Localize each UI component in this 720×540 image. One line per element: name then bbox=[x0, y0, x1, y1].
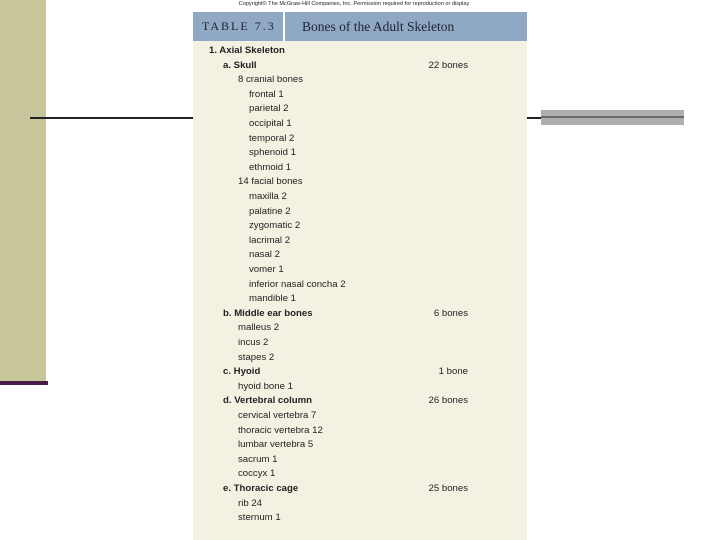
table-row bbox=[193, 336, 527, 350]
table-title: Bones of the Adult Skeleton bbox=[302, 18, 455, 34]
table-row bbox=[193, 190, 527, 204]
row-label: 1. Axial Skeleton bbox=[209, 45, 285, 56]
row-label: lumbar vertebra 5 bbox=[238, 439, 314, 451]
table-row bbox=[193, 424, 527, 438]
row-bone-count: 22 bones bbox=[428, 59, 468, 71]
row-label: a. Skull bbox=[223, 59, 257, 71]
row-label: inferior nasal concha 2 bbox=[249, 278, 346, 290]
row-label: e. Thoracic cage bbox=[223, 483, 299, 494]
row-label: rib 24 bbox=[238, 497, 262, 509]
table-row bbox=[193, 467, 527, 481]
table-row bbox=[193, 205, 527, 219]
table-row bbox=[193, 132, 527, 146]
row-label: thoracic vertebra 12 bbox=[238, 424, 323, 436]
table-row bbox=[193, 292, 527, 306]
row-label: occipital 1 bbox=[249, 118, 292, 129]
table-row bbox=[193, 482, 527, 496]
table-row bbox=[193, 44, 527, 58]
row-label: lacrimal 2 bbox=[249, 234, 291, 246]
row-label: stapes 2 bbox=[238, 351, 275, 363]
table-row bbox=[193, 351, 527, 365]
table-row bbox=[193, 219, 527, 233]
row-label: zygomatic 2 bbox=[249, 220, 301, 232]
row-label: c. Hyoid bbox=[223, 366, 261, 378]
table-row bbox=[193, 438, 527, 452]
side-accent-band bbox=[0, 0, 46, 383]
table-row bbox=[193, 497, 527, 511]
row-bone-count: 6 bones bbox=[433, 307, 468, 319]
row-label: vomer 1 bbox=[249, 264, 284, 275]
table-row bbox=[193, 88, 527, 102]
table-row bbox=[193, 102, 527, 116]
table-row bbox=[193, 248, 527, 262]
row-label: hyoid bone 1 bbox=[238, 380, 293, 392]
row-label: coccyx 1 bbox=[238, 468, 276, 480]
table-row bbox=[193, 234, 527, 248]
table-row bbox=[193, 394, 527, 408]
table-row bbox=[193, 453, 527, 467]
table-row bbox=[193, 146, 527, 160]
row-bone-count: 1 bone bbox=[438, 366, 468, 378]
row-label: parietal 2 bbox=[249, 103, 289, 115]
table-row bbox=[193, 511, 527, 525]
horizontal-rule-right-bar bbox=[541, 110, 684, 125]
row-label: maxilla 2 bbox=[249, 191, 287, 202]
side-accent-band-edge bbox=[0, 381, 48, 385]
table-row bbox=[193, 117, 527, 131]
row-bone-count: 25 bones bbox=[428, 483, 468, 494]
table-row bbox=[193, 161, 527, 175]
table-row bbox=[193, 365, 527, 379]
row-label: sternum 1 bbox=[238, 512, 281, 524]
row-label: d. Vertebral column bbox=[223, 395, 313, 407]
table-row bbox=[193, 307, 527, 321]
row-label: sphenoid 1 bbox=[249, 147, 296, 159]
row-bone-count: 26 bones bbox=[428, 395, 468, 407]
row-label: b. Middle ear bones bbox=[223, 307, 313, 319]
horizontal-rule-left bbox=[30, 117, 195, 119]
table-row bbox=[193, 73, 527, 87]
row-label: frontal 1 bbox=[249, 88, 284, 100]
table-number: TABLE 7.3 bbox=[193, 12, 285, 41]
bones-table bbox=[193, 12, 527, 540]
row-label: temporal 2 bbox=[249, 132, 295, 144]
table-row bbox=[193, 380, 527, 394]
table-row bbox=[193, 175, 527, 189]
row-label: incus 2 bbox=[238, 337, 269, 348]
table-row bbox=[193, 278, 527, 292]
table-header bbox=[193, 12, 527, 41]
row-label: 14 facial bones bbox=[238, 176, 303, 188]
row-label: mandible 1 bbox=[249, 293, 296, 305]
row-label: sacrum 1 bbox=[238, 453, 278, 465]
row-label: palatine 2 bbox=[249, 205, 291, 217]
row-label: malleus 2 bbox=[238, 322, 280, 334]
copyright-notice: Copyright© The McGraw-Hill Companies, Inc. Permission required for reproduction or display bbox=[238, 1, 470, 7]
table-row bbox=[193, 321, 527, 335]
table-row bbox=[193, 409, 527, 423]
table-row bbox=[193, 263, 527, 277]
row-label: ethmoid 1 bbox=[249, 161, 292, 173]
row-label: 8 cranial bones bbox=[238, 74, 304, 86]
table-row bbox=[193, 59, 527, 73]
row-label: nasal 2 bbox=[249, 249, 280, 261]
row-label: cervical vertebra 7 bbox=[238, 410, 317, 421]
